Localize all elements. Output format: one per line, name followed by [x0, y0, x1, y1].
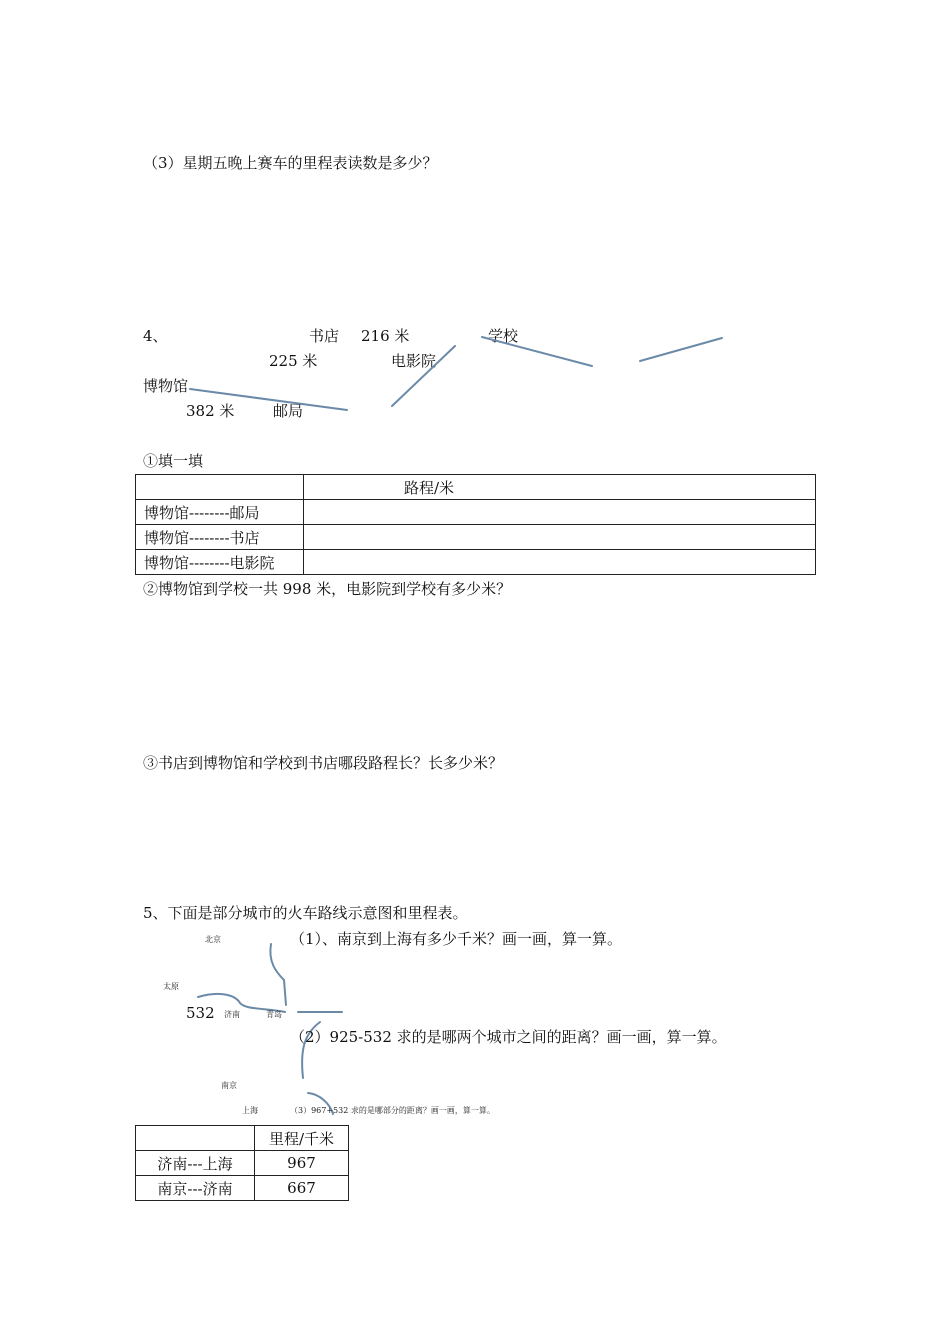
table-cell: [136, 1126, 255, 1151]
label-532: 532: [186, 1004, 215, 1022]
line-museum-post-office: [190, 389, 347, 410]
question-4-sub3: ③书店到博物馆和学校到书店哪段路程长？长多少米？: [143, 754, 504, 772]
table-header-distance: 路程/米: [304, 475, 816, 500]
label-school: 学校: [488, 327, 519, 345]
table-cell-answer[interactable]: [304, 500, 816, 525]
table-cell-route: 济南---上海: [136, 1151, 255, 1176]
table-cell-route: 南京---济南: [136, 1176, 255, 1201]
table-cell-route: 博物馆--------电影院: [136, 550, 304, 575]
label-shanghai: 上海: [242, 1106, 258, 1115]
line-school-right: [482, 337, 592, 366]
label-distance-225: 225 米: [269, 352, 318, 370]
question-5-sub1: （1）、南京到上海有多少千米？画一画，算一算。: [290, 930, 623, 948]
label-qingdao: 青岛: [266, 1010, 282, 1019]
mileage-table: [135, 1125, 349, 1201]
table-cell-answer[interactable]: [304, 525, 816, 550]
table-row: [136, 1151, 349, 1176]
label-bookstore: 书店: [309, 327, 340, 345]
label-museum: 博物馆: [143, 377, 189, 395]
table-row: [136, 500, 816, 525]
label-cinema: 电影院: [391, 352, 437, 370]
table-row: [136, 550, 816, 575]
table-row: [136, 475, 816, 500]
question-4-number: 4、: [143, 327, 168, 345]
question-5-sub2: （2）925-532 求的是哪两个城市之间的距离？画一画，算一算。: [290, 1028, 727, 1046]
table-header-mileage: 里程/千米: [255, 1126, 349, 1151]
question-5-sub3: （3）967+532 求的是哪部分的距离？画一画，算一算。: [290, 1106, 495, 1115]
table-cell-km: 667: [255, 1176, 349, 1201]
line-post-office-cinema: [392, 346, 455, 406]
label-post-office: 邮局: [273, 402, 304, 420]
table-cell: [136, 475, 304, 500]
label-beijing: 北京: [205, 935, 221, 944]
question-3-text: （3）星期五晚上赛车的里程表读数是多少？: [143, 154, 438, 172]
label-jinan: 济南: [224, 1010, 240, 1019]
table-cell-route: 博物馆--------书店: [136, 525, 304, 550]
table-cell-answer[interactable]: [304, 550, 816, 575]
table-row: [136, 1176, 349, 1201]
line-far-right: [640, 338, 722, 361]
label-distance-216: 216 米: [361, 327, 410, 345]
table-cell-km: 967: [255, 1151, 349, 1176]
question-4-sub2: ②博物馆到学校一共 998 米，电影院到学校有多少米？: [143, 580, 512, 598]
label-nanjing: 南京: [221, 1081, 237, 1090]
table-cell-route: 博物馆--------邮局: [136, 500, 304, 525]
line-beijing-jinan: [270, 944, 286, 1005]
distance-table: [135, 474, 816, 575]
table-row: [136, 525, 816, 550]
question-5-title: 5、下面是部分城市的火车路线示意图和里程表。: [143, 904, 468, 922]
label-taiyuan: 太原: [163, 982, 179, 991]
label-distance-382: 382 米: [186, 402, 235, 420]
question-4-sub1: ①填一填: [143, 452, 204, 470]
table-row: [136, 1126, 349, 1151]
